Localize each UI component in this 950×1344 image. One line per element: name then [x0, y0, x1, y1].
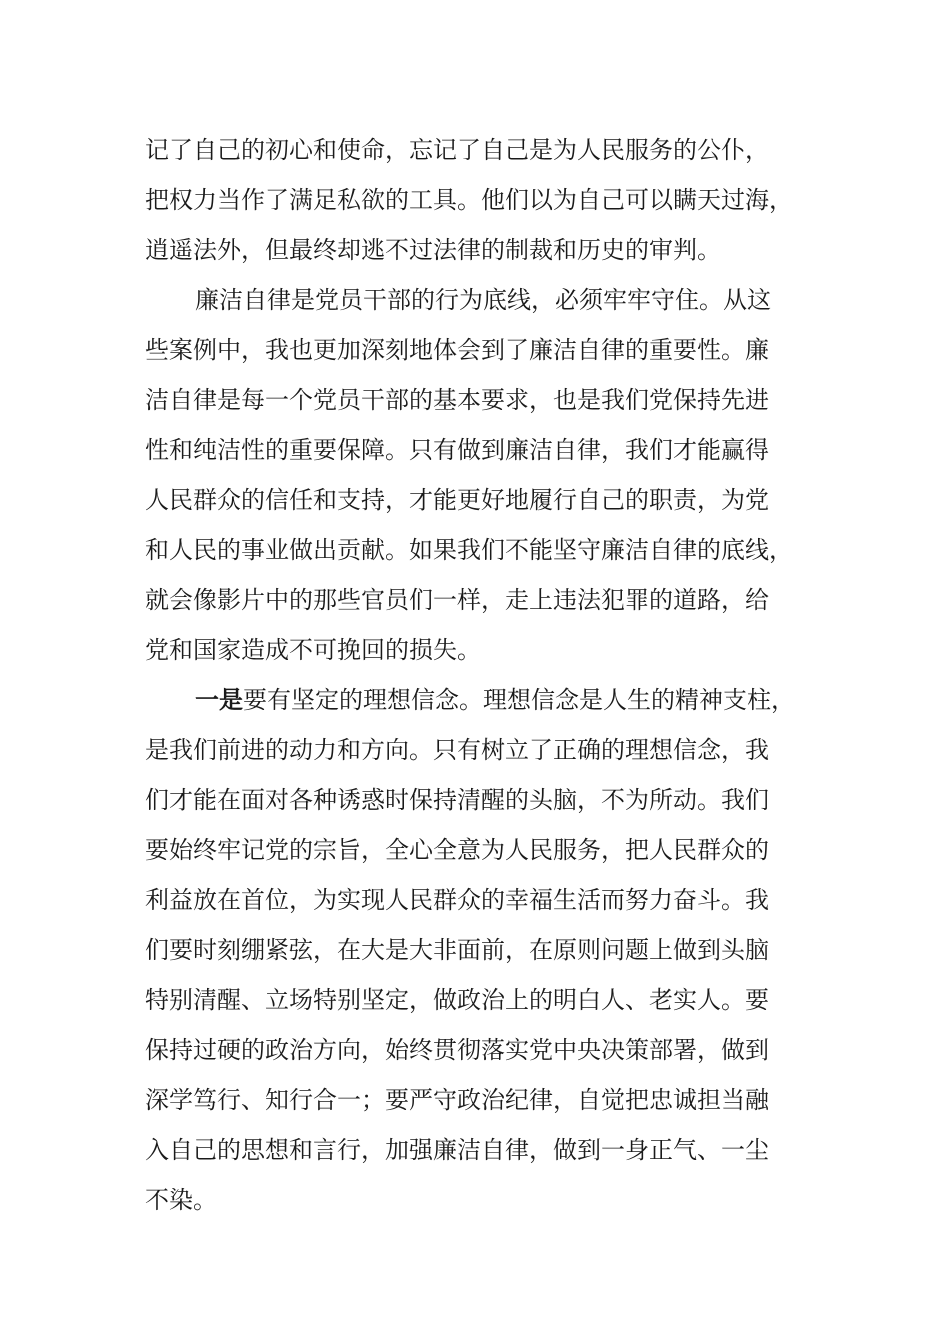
document-body — [145, 125, 817, 1225]
paragraph-integrity — [145, 275, 817, 675]
text-line: 深学笃行、知行合一；要严守政治纪律，自觉把忠诚担当融 — [145, 1086, 769, 1114]
text-line: 记了自己的初心和使命，忘记了自己是为人民服务的公仆， — [145, 136, 769, 164]
text-line: 党和国家造成不可挽回的损失。 — [145, 636, 481, 664]
text-line: 特别清醒、立场特别坚定，做政治上的明白人、老实人。要 — [145, 986, 769, 1014]
text-line-rest: 要有坚定的理想信念。理想信念是人生的精神支柱， — [243, 686, 795, 714]
text-line: 洁自律是每一个党员干部的基本要求，也是我们党保持先进 — [145, 386, 769, 414]
text-line: 利益放在首位，为实现人民群众的幸福生活而努力奋斗。我 — [145, 886, 769, 914]
text-line: 是我们前进的动力和方向。只有树立了正确的理想信念，我 — [145, 736, 769, 764]
text-line: 要始终牢记党的宗旨，全心全意为人民服务，把人民群众的 — [145, 836, 769, 864]
text-line: 些案例中，我也更加深刻地体会到了廉洁自律的重要性。廉 — [145, 336, 769, 364]
text-line: 廉洁自律是党员干部的行为底线，必须牢牢守住。从这 — [195, 286, 771, 314]
text-line — [145, 675, 817, 725]
text-line: 逍遥法外，但最终却逃不过法律的制裁和历史的审判。 — [145, 236, 721, 264]
text-line: 保持过硬的政治方向，始终贯彻落实党中央决策部署，做到 — [145, 1036, 769, 1064]
text-line: 和人民的事业做出贡献。如果我们不能坚守廉洁自律的底线， — [145, 536, 793, 564]
text-line: 就会像影片中的那些官员们一样，走上违法犯罪的道路，给 — [145, 586, 769, 614]
text-line: 们要时刻绷紧弦，在大是大非面前，在原则问题上做到头脑 — [145, 936, 769, 964]
text-line: 不染。 — [145, 1186, 217, 1214]
paragraph-ideals — [145, 675, 817, 1225]
text-line: 把权力当作了满足私欲的工具。他们以为自己可以瞒天过海， — [145, 186, 793, 214]
paragraph-lead: 一是 — [195, 686, 243, 714]
text-line: 性和纯洁性的重要保障。只有做到廉洁自律，我们才能赢得 — [145, 436, 769, 464]
text-line: 入自己的思想和言行，加强廉洁自律，做到一身正气、一尘 — [145, 1136, 769, 1164]
paragraph-continuation — [145, 125, 817, 275]
text-line: 们才能在面对各种诱惑时保持清醒的头脑，不为所动。我们 — [145, 786, 769, 814]
text-line: 人民群众的信任和支持，才能更好地履行自己的职责，为党 — [145, 486, 769, 514]
